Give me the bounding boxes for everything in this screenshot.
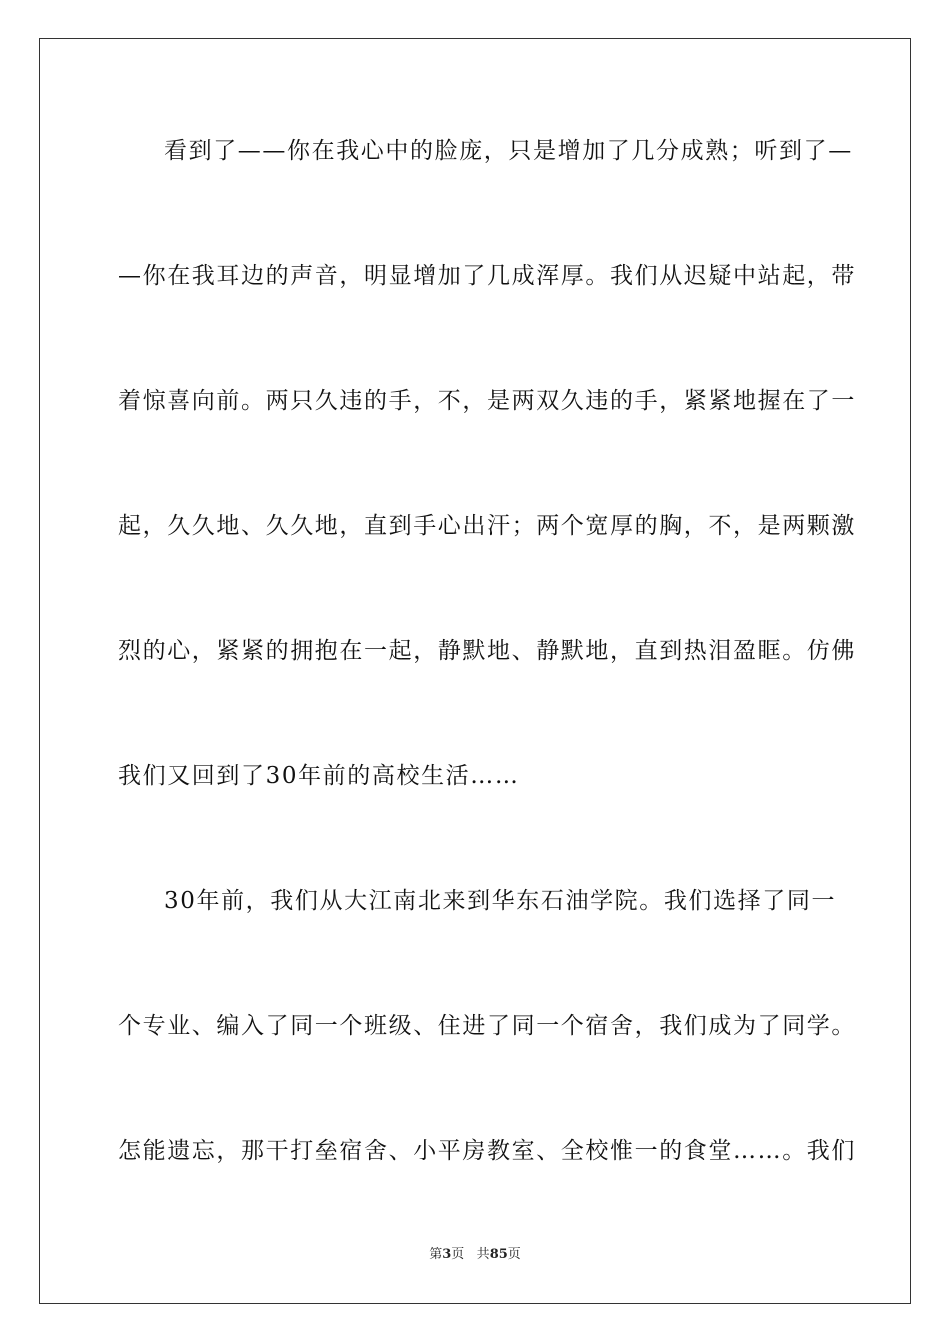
paragraph-line-8: 个专业、编入了同一个班级、住进了同一个宿舍，我们成为了同学。 [118,1013,856,1039]
paragraph-line-7: 30年前，我们从大江南北来到华东石油学院。我们选择了同一 [164,888,837,914]
paragraph-line-2: —你在我耳边的声音，明显增加了几成浑厚。我们从迟疑中站起，带 [118,263,856,289]
paragraph-line-9: 怎能遗忘，那干打垒宿舍、小平房教室、全校惟一的食堂……。我们 [118,1138,856,1164]
footer-total-pages: 85 [489,1247,508,1262]
footer-total-prefix: 共 [476,1247,490,1262]
footer-prefix: 第 [429,1247,443,1262]
paragraph-line-1: 看到了——你在我心中的脸庞，只是增加了几分成熟；听到了— [164,138,853,164]
page-frame [39,38,911,1304]
footer-page-suffix: 页 [451,1247,465,1262]
footer-total-suffix: 页 [507,1247,521,1262]
footer-page-number: 3 [442,1247,452,1262]
page-footer [0,1246,950,1264]
paragraph-line-5: 烈的心，紧紧的拥抱在一起，静默地、静默地，直到热泪盈眶。仿佛 [118,638,856,664]
paragraph-line-3: 着惊喜向前。两只久违的手，不，是两双久违的手，紧紧地握在了一 [118,388,856,414]
paragraph-line-4: 起，久久地、久久地，直到手心出汗；两个宽厚的胸，不，是两颗激 [118,513,856,539]
paragraph-line-6: 我们又回到了30年前的高校生活…… [118,763,520,789]
